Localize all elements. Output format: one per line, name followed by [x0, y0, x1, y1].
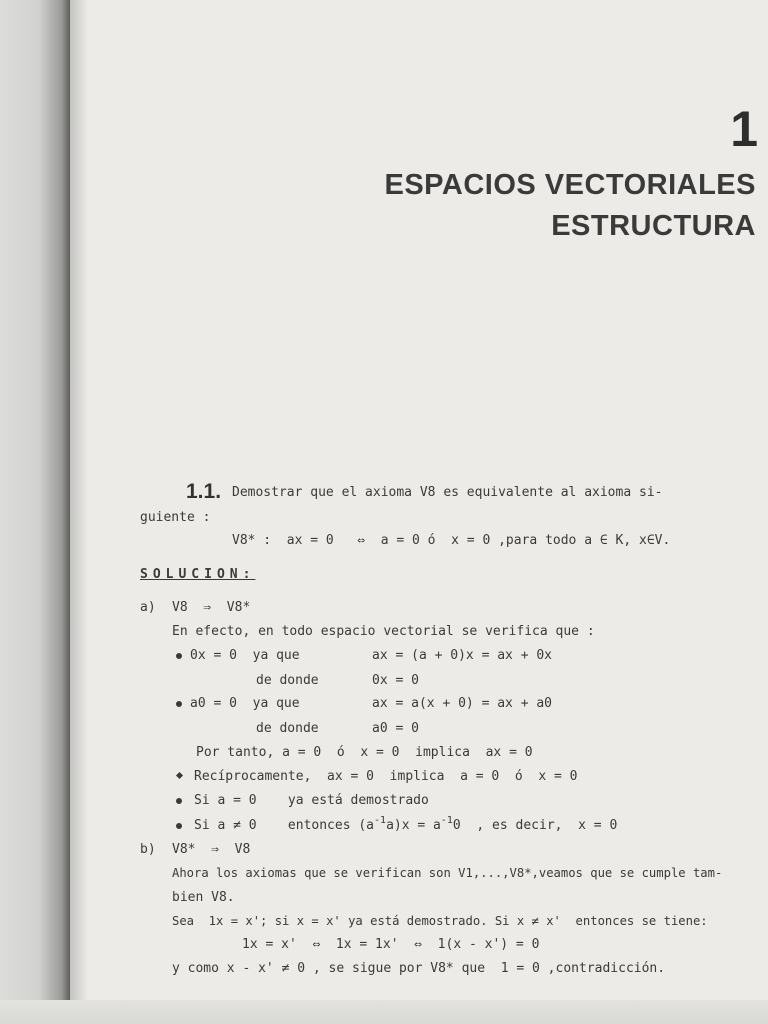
part-a-intro: En efecto, en todo espacio vectorial se verifica que :: [172, 624, 595, 639]
case-a-nonzero: Si a ≠ 0 entonces $(a^{-1}a)x = a^{-1}0$ , es decir, x = 0: [194, 815, 618, 833]
bullet-2-left: a0 = 0 ya que: [190, 696, 300, 711]
case-a-equals-zero: Si a = 0 ya está demostrado: [194, 793, 429, 808]
bullet-1-sub-left: de donde: [256, 673, 319, 688]
diamond-bullet-icon: [176, 772, 183, 779]
part-b-label: b): [140, 842, 156, 857]
problem-number: 1.1.: [186, 480, 222, 503]
part-b-line-2: bien V8.: [172, 890, 235, 905]
axiom-v8-star: V8* : ax = 0 ⇔ a = 0 ó x = 0 ,para todo a ∈ K, x∈V.: [232, 533, 671, 548]
bullet-icon: [176, 701, 182, 707]
reciprocal-statement: Recíprocamente, ax = 0 implica a = 0 ó x = 0: [194, 769, 578, 784]
bullet-1-sub-right: 0x = 0: [372, 673, 419, 688]
problem-statement-line-2: guiente :: [140, 510, 211, 525]
part-b-line-1: Ahora los axiomas que se verifican son V1,...,V8*,veamos que se cumple tam-: [172, 866, 723, 880]
bullet-icon: [176, 653, 182, 659]
part-a-label: a): [140, 600, 156, 615]
bullet-2-right: ax = a(x + 0) = ax + a0: [372, 696, 553, 711]
book-spine-shadow: [0, 0, 70, 1024]
bullet-2-sub-right: a0 = 0: [372, 721, 419, 736]
part-a-header: V8 ⇒ V8*: [172, 600, 251, 615]
part-b-line-5: y como x - x' ≠ 0 , se sigue por V8* que 1 = 0 ,contradicción.: [172, 961, 666, 976]
bullet-1-left: 0x = 0 ya que: [190, 648, 300, 663]
chapter-number: 1: [730, 101, 758, 157]
chapter-title-line-2: ESTRUCTURA: [551, 210, 756, 242]
bullet-icon: [176, 798, 182, 804]
book-page: [70, 0, 768, 1000]
problem-statement-line-1: Demostrar que el axioma V8 es equivalente al axioma si-: [232, 485, 663, 500]
solution-heading: SOLUCION:: [140, 567, 256, 582]
bullet-2-sub-left: de donde: [256, 721, 319, 736]
bullet-1-right: ax = (a + 0)x = ax + 0x: [372, 648, 553, 663]
chapter-title-line-1: ESPACIOS VECTORIALES: [384, 169, 756, 201]
page-bottom-edge: [0, 1000, 768, 1024]
part-b-header: V8* ⇒ V8: [172, 842, 251, 857]
part-b-line-3: Sea 1x = x'; si x = x' ya está demostrado. Si x ≠ x' entonces se tiene:: [172, 914, 708, 928]
part-b-line-4: 1x = x' ⇔ 1x = 1x' ⇔ 1(x - x') = 0: [242, 937, 540, 952]
bullet-icon: [176, 823, 182, 829]
part-a-conclusion: Por tanto, a = 0 ó x = 0 implica ax = 0: [196, 745, 533, 760]
